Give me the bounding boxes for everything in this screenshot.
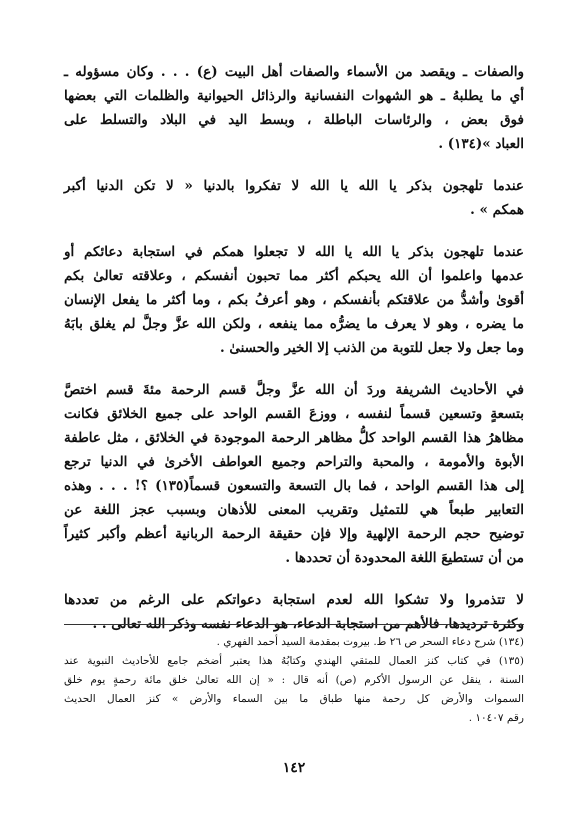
text-line: فوق بعض ، والرئاسات الباطلة ، وبسط اليد في البلاد والتسلط على <box>64 112 524 128</box>
footnotes <box>64 624 524 728</box>
text-line: لا تتذمروا ولا تشكوا الله لعدم استجابة دعواتكم على الرغم من تعددها <box>64 592 524 608</box>
text-line: إلى هذا القسم الواحد ، فما بال التسعة والتسعون قسماً(١٣٥) ؟! . . . وهذه <box>64 478 524 494</box>
paragraph-4 <box>64 378 524 570</box>
footnote-line: السموات والأرض كل رحمة منها طباق ما بين السماء والأرض » كنز العمال الحديث <box>64 693 524 705</box>
text-line: أقوىٰ وأشدُّ من علاقتكم بأنفسكم ، وهو أعرفُ بكم ، وما أكثر ما يفعل الإنسان <box>64 292 524 308</box>
footnote-line: (١٣٤) شرح دعاء السحر ص ٢٦ ط. بيروت بمقدمة السيد أحمد الفهري . <box>216 636 524 648</box>
text-line: العباد »(١٣٤) . <box>438 136 524 152</box>
footnote-line: السنة ، ينقل عن الرسول الأكرم (ص) أنه قال : « إن الله تعالىٰ خلق مائة رحمةٍ يوم خلق <box>64 674 524 686</box>
paragraph-3 <box>64 240 524 360</box>
footnote-135 <box>64 652 524 728</box>
text-line: وما جعل ولا جعل للتوبة من الذنب إلا الخير والحسنىٰ . <box>219 340 524 356</box>
text-line: توضيح حجم الرحمة الإلهية وإلا فإن حقيقة الرحمة الربانية أعظم وأكبر كثيراً <box>64 526 524 542</box>
text-line: في الأحاديث الشريفة وردَ أن الله عزَّ وجلَّ قسم الرحمة مئةَ قسم اختصَّ <box>64 382 524 398</box>
paragraph-2 <box>64 174 524 222</box>
text-line: عندما تلهجون بذكر يا الله يا الله لا تفكروا بالدنيا « لا تكن الدنيا أكبر <box>64 178 524 194</box>
text-line: التعابير طبعاً هي للتمثيل وتقريب المعنى للأذهان وبسبب عجز اللغة عن <box>64 502 524 518</box>
text-line: أي ما يطلبهُ ـ هو الشهوات النفسانية والرذائل الحيوانية والظلمات التي بعضها <box>64 88 524 104</box>
text-line: ما يضره ، وهو لا يعرف ما يضرُّه مما ينفعه ، ولكن الله عزَّ وجلَّ لم يغلق بابَهُ <box>64 316 524 332</box>
text-line: عدمها واعلموا أن الله يحبكم أكثر مما تحبون أنفسكم ، وعلاقته تعالىٰ بكم <box>64 268 524 284</box>
text-line: مظاهرُ هذا القسم الواحد كلُّ مظاهر الرحمة الموجودة في الخلائق ، مثل عاطفة <box>64 430 524 446</box>
body-text <box>64 60 524 636</box>
text-line: بتسعةٍ وتسعين قسماً لنفسه ، ووزعَ القسم الواحد على جميع الخلائق فكانت <box>64 406 524 422</box>
footnote-line: رقم ١٠٤٠٧ . <box>468 712 524 724</box>
text-line: الأبوة والأمومة ، والمحبة والتراحم وجميع العواطف الأخرىٰ في الدنيا ترجع <box>64 454 524 470</box>
text-line: وكثرة ترديدها، فالأهم من استجابة الدعاء، هو الدعاء نفسه وذكر الله تعالى . . <box>92 616 524 632</box>
page-number: ١٤٢ <box>282 760 306 776</box>
footnote-134 <box>64 633 524 652</box>
text-line: عندما تلهجون بذكر يا الله يا الله لا تجعلوا همكم في استجابة دعائكم أو <box>64 244 524 260</box>
text-line: همكم » . <box>470 202 524 218</box>
footnote-line: (١٣٥) في كتاب كنز العمال للمتقي الهندي وكتابُهُ هذا يعتبر أضخم جامع للأحاديث النبوية عند <box>64 655 524 667</box>
text-line: من أن تستطيعَ اللغة المحدودة أن تحددها . <box>285 550 524 566</box>
paragraph-1 <box>64 60 524 156</box>
text-line: والصفات ـ ويقصد من الأسماء والصفات أهل البيت (ع) . . . وكان مسؤوله ـ <box>64 64 524 80</box>
